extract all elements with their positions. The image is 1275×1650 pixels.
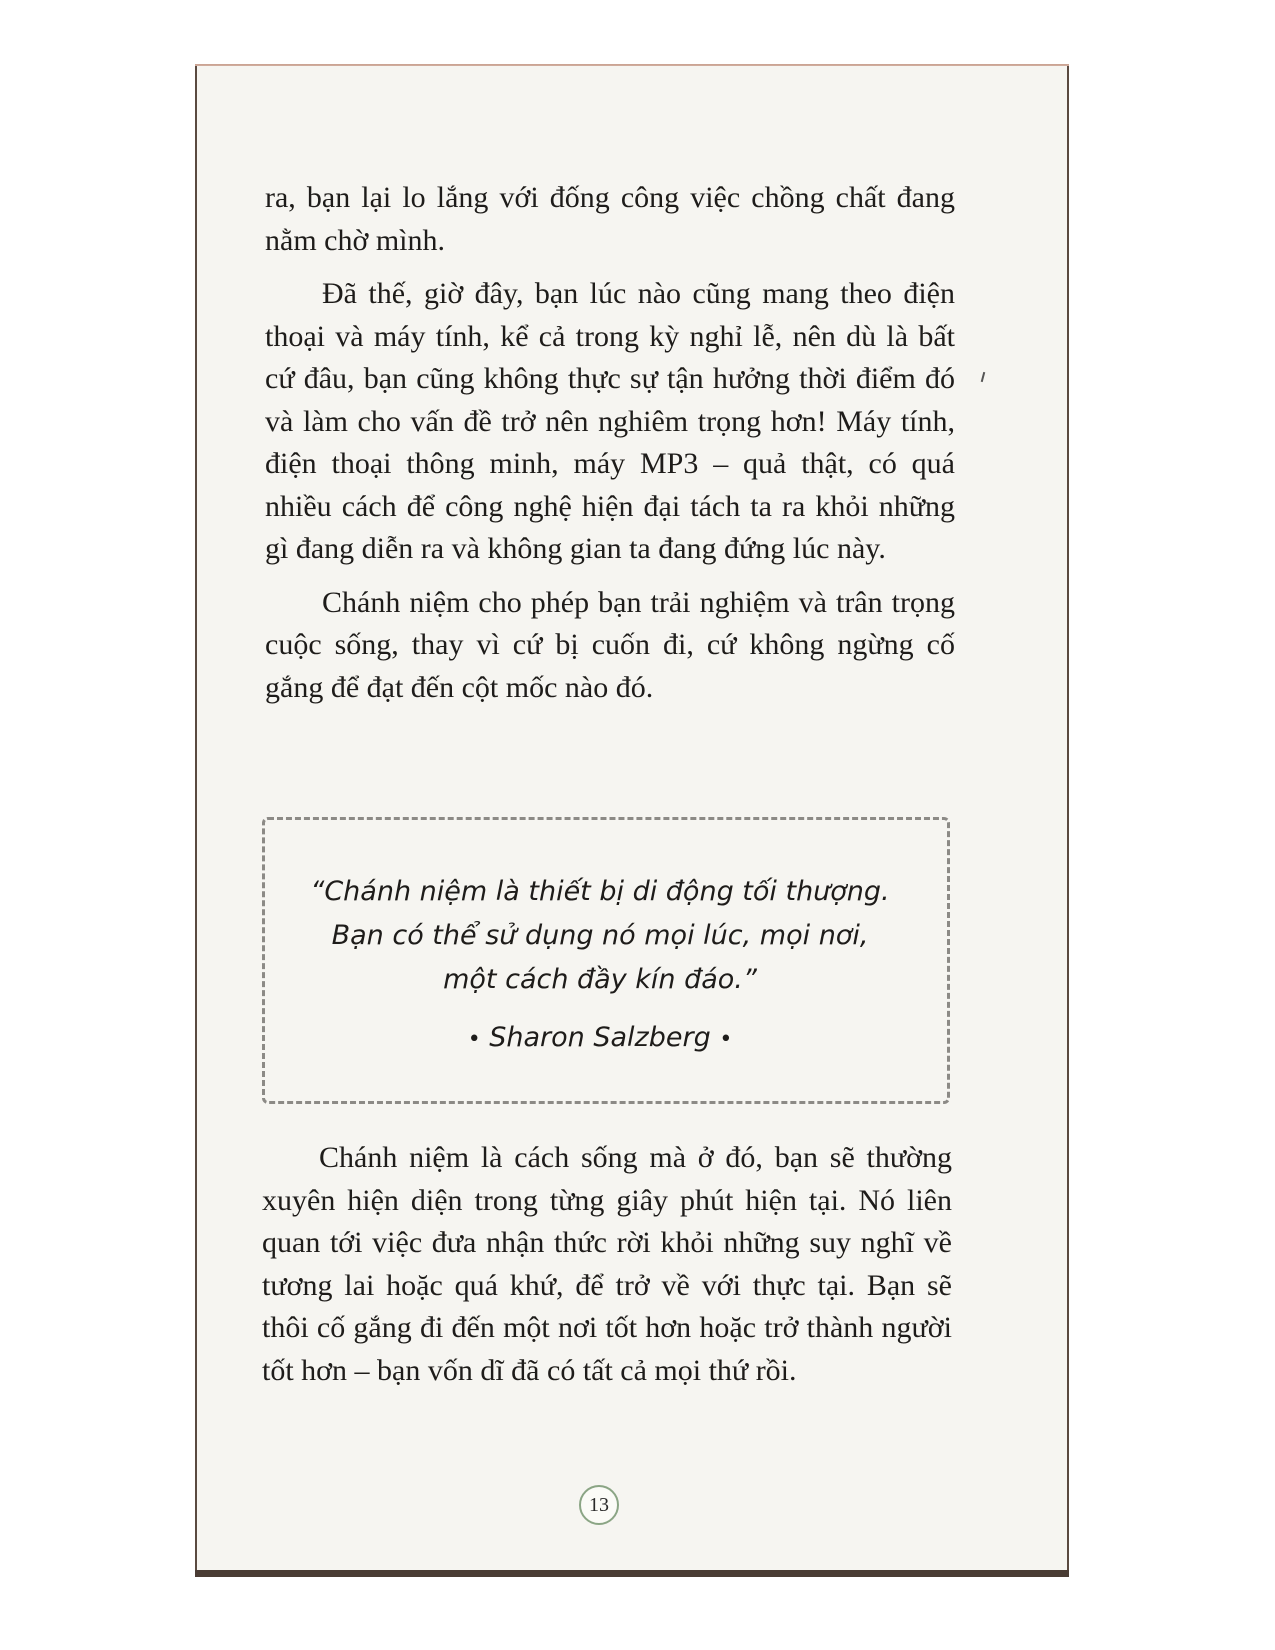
paragraph-technology: Đã thế, giờ đây, bạn lúc nào cũng mang theo điện thoại và máy tính, kể cả trong kỳ nghỉ lễ, nên dù là bất cứ đâu, bạn cũng không thực sự tận hưởng thời điểm đó và làm cho vấn đề trở nên nghiêm trọng hơn! Máy tính, điện thoại thông minh, máy MP3 – quả thật, có quá nhiều cách để công nghệ hiện đại tách ta ra khỏi những gì đang diễn ra và không gian ta đang đứng lúc này. xyxy=(265,277,955,565)
paragraph-continuation: ra, bạn lại lo lắng với đống công việc chồng chất đang nằm chờ mình. xyxy=(265,181,955,257)
quote-line-1: “Chánh niệm là thiết bị di động tối thượng. xyxy=(310,876,890,907)
body-text-top xyxy=(265,177,955,709)
paragraph-mindfulness-appreciation: Chánh niệm cho phép bạn trải nghiệm và trân trọng cuộc sống, thay vì cứ bị cuốn đi, cứ không ngừng cố gắng để đạt đến cột mốc nào đó. xyxy=(265,585,955,704)
quote-author: Sharon Salzberg xyxy=(489,1022,711,1053)
quote-attribution xyxy=(300,1018,900,1060)
page-bottom-edge xyxy=(195,1570,1069,1577)
quote-line-2: Bạn có thể sử dụng nó mọi lúc, mọi nơi, xyxy=(331,920,869,951)
quote-line-3: một cách đầy kín đáo.” xyxy=(443,964,757,995)
quote-text xyxy=(300,870,900,1002)
bullet-left-icon: • xyxy=(467,1027,481,1052)
body-text-bottom xyxy=(262,1137,952,1392)
paragraph-mindfulness-definition: Chánh niệm là cách sống mà ở đó, bạn sẽ thường xuyên hiện diện trong từng giây phút hiện tại. Nó liên quan tới việc đưa nhận thức rời khỏi những suy nghĩ về tương lai hoặc quá khứ, để trở về với thực tại. Bạn sẽ thôi cố gắng đi đến một nơi tốt hơn hoặc trở thành người tốt hơn – bạn vốn dĩ đã có tất cả mọi thứ rồi. xyxy=(262,1141,952,1387)
bullet-right-icon: • xyxy=(719,1027,733,1052)
page-number: 13 xyxy=(579,1485,619,1525)
